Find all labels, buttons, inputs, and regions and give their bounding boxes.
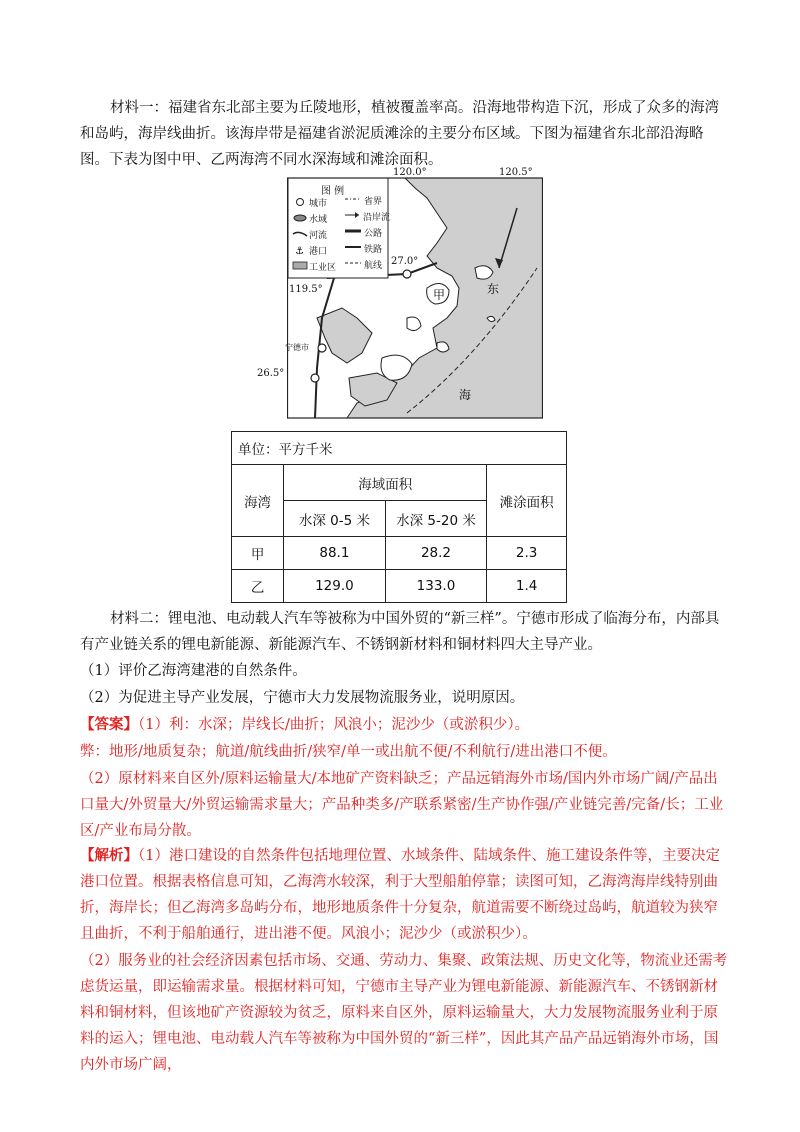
- lon-label-120: 120.0°: [393, 167, 427, 178]
- legend-road: 公路: [364, 229, 383, 239]
- analysis-part-1-text: （1）港口建设的自然条件包括地理位置、水域条件、陆域条件、施工建设条件等，主要决定港口位置。根据表格信息可知，乙海湾水较深，利于大型船舶停靠；读图可知，乙海湾海岸线特别曲折，海岸长；但乙海湾多岛屿分布，地形地质条件十分复杂，航道需要不断绕过岛屿，航道较为狭窄且曲折，不利于船舶通行，进出港不便。风浪小；泥沙少（或淤积少）。: [80, 848, 720, 942]
- lat-label-27: 27.0°: [391, 256, 419, 267]
- header-bay: 海湾: [232, 465, 284, 537]
- svg-text:⚓: ⚓: [295, 246, 304, 257]
- analysis-tag: 【解析】: [80, 847, 138, 864]
- east-sea-label-hai: 海: [459, 388, 472, 402]
- ningde-city-label: 宁德市: [285, 343, 309, 352]
- cell-depth-5-20: 133.0: [385, 570, 487, 603]
- legend-title: 图 例: [321, 186, 345, 197]
- bay-jia-label: 甲: [433, 288, 446, 302]
- table-row: [232, 570, 567, 603]
- legend-rail: 铁路: [364, 245, 383, 255]
- analysis-part-1: [80, 843, 730, 947]
- table-unit: 单位：平方千米: [232, 432, 567, 465]
- coastal-map: [257, 167, 543, 428]
- header-tidal-flat: 滩涂面积: [487, 465, 567, 537]
- question-2: （2）为促进主导产业发展，宁德市大力发展物流服务业，说明原因。: [80, 690, 525, 706]
- table-row: [232, 537, 567, 570]
- cell-tidal-flat: 1.4: [487, 570, 567, 603]
- cell-bay: 甲: [232, 537, 284, 570]
- legend-current: 沿岸流: [363, 213, 391, 223]
- legend-port: 港口: [309, 247, 328, 257]
- legend-route: 航线: [364, 261, 383, 271]
- answer-tag: 【答案】: [80, 716, 138, 733]
- legend-industrial: 工业区: [309, 263, 337, 273]
- cell-depth-5-20: 28.2: [385, 537, 487, 570]
- material-two-paragraph: 材料二：锂电池、电动载人汽车等被称为中国外贸的“新三样”。宁德市形成了临海分布，内部具有产业链关系的锂电新能源、新能源汽车、不锈钢新材料和铜材料四大主导产业。: [80, 611, 720, 653]
- header-sea-area: 海域面积: [284, 465, 487, 501]
- legend-river: 河流: [309, 231, 328, 241]
- lon-label-119-5: 119.5°: [289, 284, 323, 295]
- legend-water: 水域: [309, 215, 328, 225]
- cell-bay: 乙: [232, 570, 284, 603]
- answer-part-2: （2）原材料来自区外/原料运输量大/本地矿产资料缺乏；产品远销海外市场/国内外市场广阔/产品出口量大/外贸量大/外贸运输需求量大；产品种类多/产联系紧密/生产协作强/产业链完善/完备/长；工业区/产业布局分散。: [80, 771, 724, 839]
- material-one-paragraph: 材料一：福建省东北部主要为丘陵地形，植被覆盖率高。沿海地带构造下沉，形成了众多的海湾和岛屿，海岸线曲折。该海岸带是福建省淤泥质滩涂的主要分布区域。下图为福建省东北部沿海略图。下表为图中甲、乙两海湾不同水深海域和滩涂面积。: [80, 100, 719, 168]
- east-sea-label-dong: 东: [487, 282, 500, 296]
- legend-boundary: 省界: [364, 197, 383, 207]
- bay-area-table: [231, 431, 567, 603]
- cell-depth-0-5: 129.0: [284, 570, 386, 603]
- cell-tidal-flat: 2.3: [487, 537, 567, 570]
- header-depth-0-5: 水深 0-5 米: [284, 501, 386, 537]
- lat-label-26-5: 26.5°: [257, 368, 285, 379]
- answer-part-1-cons: 弊：地形/地质复杂；航道/航线曲折/狭窄/单一或出航不便/不利航行/进出港口不便。: [80, 744, 617, 760]
- answer-part-1-text: （1）利：水深；岸线长/曲折；风浪小；泥沙少（或淤积少）。: [138, 717, 530, 733]
- header-depth-5-20: 水深 5-20 米: [385, 501, 487, 537]
- legend-city: 城市: [309, 199, 328, 209]
- lon-label-120-5: 120.5°: [499, 167, 533, 178]
- question-1: （1）评价乙海湾建港的自然条件。: [80, 663, 307, 679]
- answer-part-1: [80, 712, 730, 738]
- analysis-part-2: （2）服务业的社会经济因素包括市场、交通、劳动力、集聚、政策法规、历史文化等，物流业还需考虑货运量，即运输需求量。根据材料可知，宁德市主导产业为锂电新能源、新能源汽车、不锈钢新材料和铜材料，但该地矿产资源较为贫乏，原料来自区外，原料运输量大，大力发展物流服务业利于原料的运入；锂电池、电动载人汽车等被称为中国外贸的“新三样”，因此其产品产品远销海外市场，国内外市场广阔，: [80, 953, 728, 1073]
- cell-depth-0-5: 88.1: [284, 537, 386, 570]
